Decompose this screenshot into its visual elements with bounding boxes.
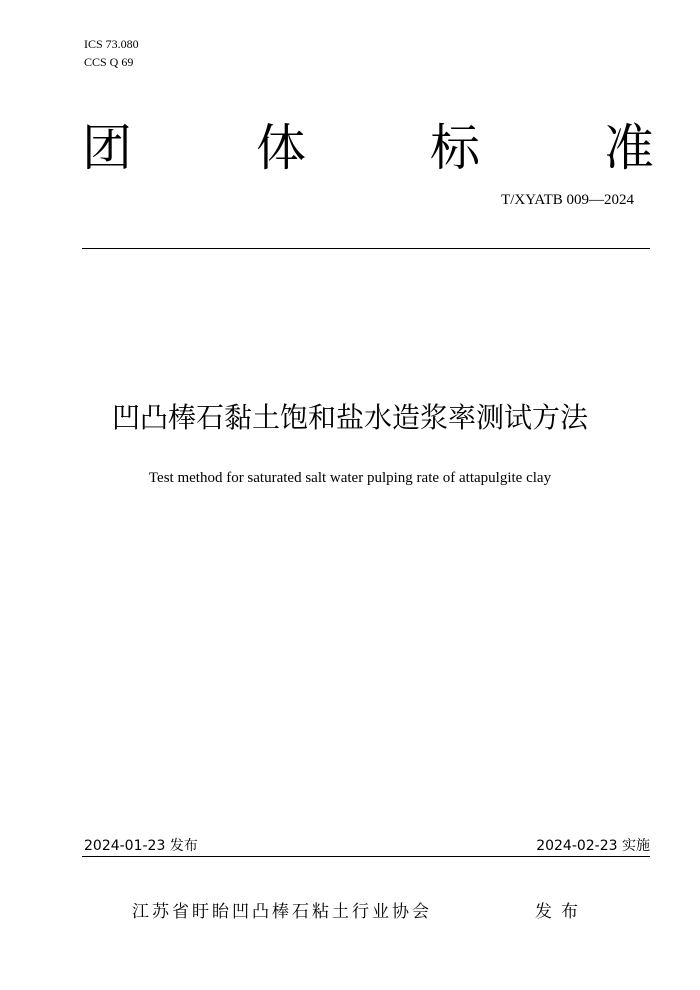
ccs-code: CCS Q 69	[84, 55, 134, 69]
top-divider	[82, 248, 650, 249]
publish-date: 2024-01-23 发布	[84, 838, 198, 854]
title-char: 体	[256, 119, 306, 177]
english-title: Test method for saturated salt water pulping rate of attapulgite clay	[148, 470, 552, 486]
ics-code: ICS 73.080	[84, 37, 139, 51]
publisher-line	[132, 900, 587, 924]
bottom-divider	[82, 856, 650, 857]
chinese-title: 凹凸棒石黏土饱和盐水造浆率测试方法	[111, 401, 588, 434]
document-type-title	[82, 118, 654, 178]
publisher-name: 江苏省盱眙凹凸棒石粘土行业协会	[132, 902, 432, 922]
publisher-action: 发布	[535, 902, 587, 922]
title-char: 准	[604, 119, 654, 177]
title-char: 标	[430, 119, 480, 177]
standard-number: T/XYATB 009—2024	[501, 192, 634, 208]
implement-date: 2024-02-23 实施	[536, 838, 650, 854]
title-char: 团	[82, 119, 132, 177]
